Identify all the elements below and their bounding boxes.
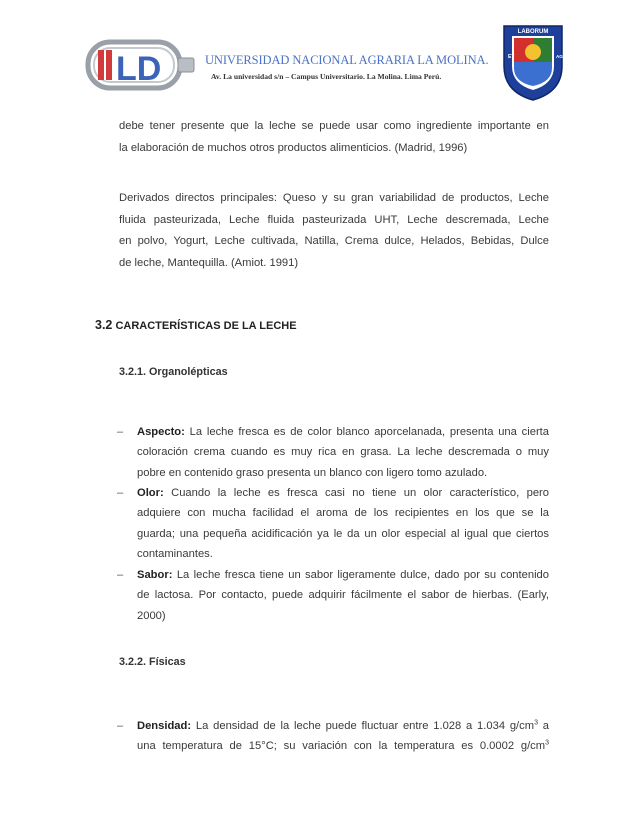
term-label: Densidad: — [137, 720, 192, 732]
section-title: CARACTERÍSTICAS DE LA LECHE — [115, 320, 297, 332]
term-text: una temperatura de 15°C; su variación con la temperatura es 0.0002 g/cm — [137, 740, 546, 753]
text-line: pobre en contenido graso presenta un blanco con ligero tomo azulado. — [137, 466, 488, 479]
ild-logo — [86, 36, 198, 94]
page-header — [0, 0, 638, 110]
densidad-item — [137, 716, 549, 757]
bullet-dash: – — [117, 720, 124, 732]
bullet-dash: – — [117, 487, 124, 499]
text-line: adquiere con mucha facilidad el aroma de los recipientes en los que se la — [137, 507, 549, 520]
text-line — [137, 736, 549, 756]
bullet-dash: – — [117, 569, 124, 581]
text-line — [137, 483, 549, 503]
term-label: Sabor: — [137, 569, 173, 581]
subsection-organolepticas-heading: 3.2.1. Organolépticas — [119, 366, 228, 378]
term-text: La leche fresca es de color blanco aporcelanada, presenta una cierta — [189, 426, 550, 438]
text-line: coloración crema cuando es muy rica en grasa. La leche descremada o muy — [137, 446, 549, 459]
text-line: de lactosa. Por contacto, puede adquirir fácilmente el sabor de hierbas. (Early, — [137, 589, 549, 602]
text-line: Derivados directos principales: Queso y su gran variabilidad de productos, Leche — [119, 192, 549, 204]
intro-paragraph — [119, 116, 549, 159]
university-name: UNIVERSIDAD NACIONAL AGRARIA LA MOLINA. — [205, 53, 489, 67]
university-address: Av. La universidad s/n – Campus Universitario. La Molina. Lima Perú. — [211, 72, 442, 81]
svg-text:LABORUM: LABORUM — [517, 29, 549, 35]
section-number: 3.2 — [95, 318, 113, 332]
term-label: Aspecto: — [137, 426, 185, 438]
svg-text:LD: LD — [116, 50, 162, 88]
text-line: la elaboración de muchos otros productos alimenticios. (Madrid, 1996) — [119, 141, 468, 154]
text-line: 2000) — [137, 609, 166, 622]
aspecto-item — [137, 422, 549, 483]
unalm-shield-logo — [502, 22, 571, 102]
sabor-item — [137, 565, 549, 626]
term-text-tail: a — [537, 720, 549, 732]
text-line: guarda; una pequeña acidificación ya le da un olor especial al igual que ciertos — [137, 527, 549, 540]
section-heading — [95, 318, 297, 332]
text-line: en polvo, Yogurt, Leche cultivada, Natilla, Crema dulce, Helados, Bebidas, Dulce — [119, 235, 549, 247]
bullet-dash: – — [117, 426, 124, 438]
svg-text:ET: ET — [508, 54, 515, 60]
text-line: contaminantes. — [137, 548, 213, 561]
term-label: Olor: — [137, 487, 164, 499]
term-text: Cuando la leche es fresca casi no tiene un olor característico, pero — [171, 487, 549, 499]
subsection-fisicas-heading: 3.2.2. Físicas — [119, 656, 186, 668]
term-text: La densidad de la leche puede fluctuar entre 1.028 a 1.034 g/cm — [195, 720, 535, 732]
superscript: 3 — [534, 719, 538, 727]
superscript: 3 — [545, 739, 549, 747]
text-line: de leche, Mantequilla. (Amiot. 1991) — [119, 256, 299, 269]
text-line: debe tener presente que la leche se puede usar como ingrediente importante en — [119, 120, 549, 132]
olor-item — [137, 483, 549, 565]
term-text: La leche fresca tiene un sabor ligeramente dulce, dado por su contenido — [176, 569, 549, 581]
svg-text:AGRIC: AGRIC — [556, 54, 571, 59]
text-line — [137, 565, 549, 585]
text-line: fluida pasteurizada, Leche fluida pasteurizada UHT, Leche descremada, Leche — [119, 213, 549, 226]
text-line — [137, 716, 549, 736]
text-line — [137, 422, 549, 442]
derivados-paragraph — [119, 188, 549, 274]
